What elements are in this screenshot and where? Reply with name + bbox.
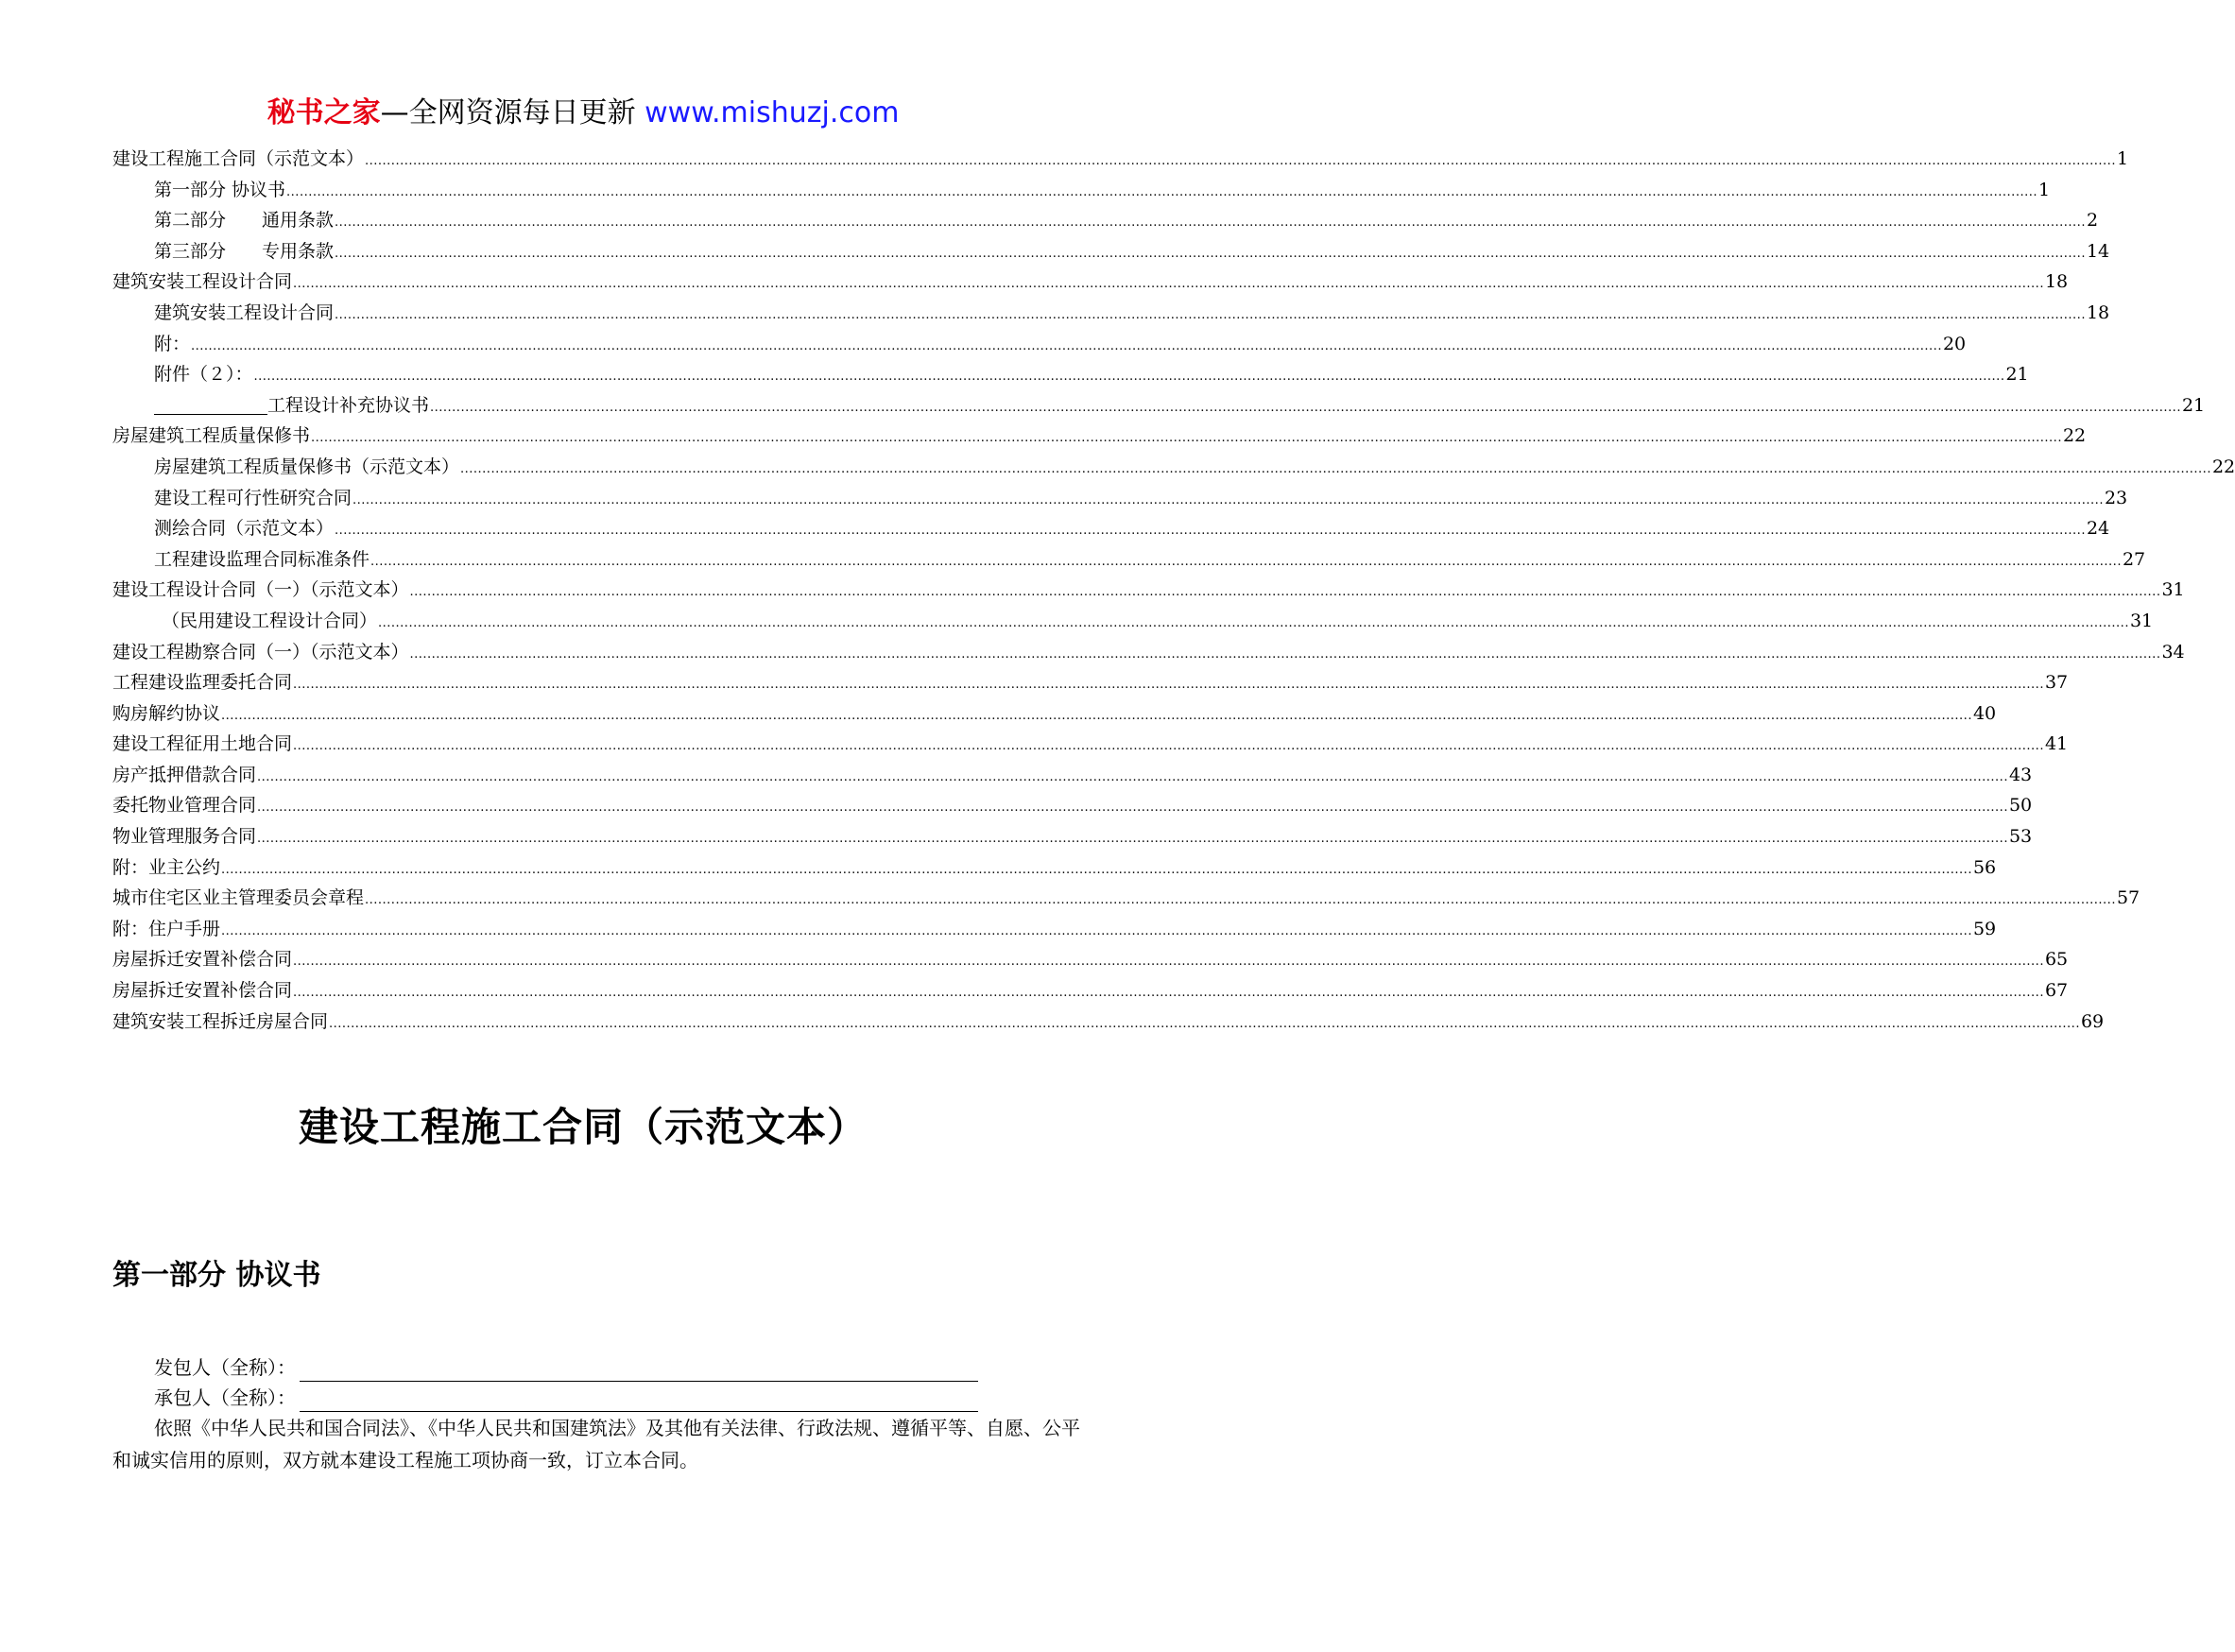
toc-page-number: 27 [2122, 548, 2146, 570]
toc-leader-dots: ................................................................................................................................................................................................................................................................................................................................................................................................................ [257, 800, 2008, 816]
toc-leader-dots: ................................................................................................................................................................................................................................................................................................................................................................................................................ [293, 739, 2044, 754]
toc-leader-dots: ................................................................................................................................................................................................................................................................................................................................................................................................................ [365, 154, 2116, 168]
toc-page-number: 20 [1942, 333, 1967, 354]
toc-entry[interactable] [112, 575, 2185, 606]
toc-leader-dots: ................................................................................................................................................................................................................................................................................................................................................................................................................ [460, 461, 2211, 476]
toc-leader-dots: ................................................................................................................................................................................................................................................................................................................................................................................................................ [370, 554, 2122, 569]
toc-entry[interactable] [112, 359, 2029, 390]
toc-leader-dots: ................................................................................................................................................................................................................................................................................................................................................................................................................ [335, 246, 2086, 261]
toc-entry[interactable] [112, 790, 2033, 821]
toc-entry[interactable] [112, 944, 2069, 975]
toc-page-number: 31 [2129, 610, 2154, 631]
toc-page-number: 56 [1972, 856, 1997, 878]
blank-underline [154, 395, 267, 415]
site-header [0, 95, 1166, 132]
toc-entry-label: （民用建设工程设计合同） [162, 610, 378, 631]
toc-page-number: 18 [2086, 301, 2110, 323]
brand-name: 秘书之家 [266, 96, 381, 129]
toc-page-number: 21 [2181, 394, 2206, 416]
toc-leader-dots: ................................................................................................................................................................................................................................................................................................................................................................................................................ [335, 215, 2086, 231]
toc-page-number: 1 [2037, 179, 2051, 200]
toc-page-number: 43 [2008, 764, 2033, 785]
toc-entry[interactable] [112, 329, 1967, 360]
toc-entry[interactable] [112, 760, 2033, 791]
part-title: 第一部分 协议书 [112, 1259, 321, 1292]
toc-entry-label: 建筑安装工程设计合同 [154, 301, 335, 323]
toc-entry-label: 建设工程设计合同（一）（示范文本） [112, 579, 409, 601]
toc-leader-dots: ................................................................................................................................................................................................................................................................................................................................................................................................................ [430, 400, 2181, 415]
toc-leader-dots: ................................................................................................................................................................................................................................................................................................................................................................................................................ [311, 431, 2062, 446]
toc-leader-dots: ................................................................................................................................................................................................................................................................................................................................................................................................................ [409, 585, 2161, 600]
toc-page-number: 2 [2086, 210, 2099, 232]
toc-entry-label: 工程设计补充协议书 [154, 390, 429, 422]
toc-page-number: 24 [2086, 518, 2110, 540]
toc-leader-dots: ................................................................................................................................................................................................................................................................................................................................................................................................................ [335, 524, 2086, 539]
toc-entry[interactable] [112, 729, 2069, 760]
employer-field [154, 1353, 978, 1382]
toc-entry-label: 委托物业管理合同 [112, 795, 257, 817]
toc-entry-label: 建设工程可行性研究合同 [154, 487, 352, 508]
toc-entry[interactable] [112, 698, 1997, 730]
toc-entry-label: 工程建设监理合同标准条件 [154, 548, 370, 570]
toc-entry-label: 第一部分 协议书 [154, 179, 286, 200]
toc-entry-label: 房产抵押借款合同 [112, 764, 257, 785]
toc-page-number: 14 [2086, 240, 2110, 262]
toc-page-number: 34 [2161, 641, 2185, 663]
toc-entry[interactable] [112, 421, 2087, 452]
toc-entry-label: 第二部分 通用条款 [154, 210, 335, 232]
toc-page-number: 22 [2062, 425, 2087, 447]
toc-page-number: 69 [2080, 1010, 2105, 1032]
toc-entry[interactable] [112, 1007, 2105, 1038]
toc-page-number: 37 [2044, 672, 2069, 694]
toc-page-number: 31 [2161, 579, 2185, 601]
toc-page-number: 21 [2005, 364, 2029, 386]
toc-page-number: 23 [2104, 487, 2128, 508]
toc-entry[interactable] [112, 452, 2235, 483]
toc-page-number: 41 [2044, 733, 2069, 755]
site-url[interactable]: www.mishuzj.com [645, 96, 900, 129]
employer-label: 发包人（全称）： [154, 1356, 296, 1379]
toc-entry-label: 工程建设监理委托合同 [112, 672, 293, 694]
toc-entry[interactable] [112, 667, 2069, 698]
toc-entry-label: 附：住户手册 [112, 918, 221, 939]
agreement-paragraph: 依照《中华人民共和国合同法》、《中华人民共和国建筑法》及其他有关法律、行政法规、遵循平等、自愿、公平和诚实信用的原则，双方就本建设工程施工项协商一致，订立本合同。 [112, 1417, 1080, 1471]
toc-entry[interactable] [112, 883, 2140, 914]
toc-leader-dots: ................................................................................................................................................................................................................................................................................................................................................................................................................ [257, 832, 2008, 847]
toc-page-number: 59 [1972, 918, 1997, 939]
toc-entry-label: 附：业主公约 [112, 856, 221, 878]
toc-entry[interactable] [112, 267, 2069, 298]
toc-page-number: 57 [2116, 887, 2140, 909]
toc-entry[interactable] [112, 144, 2129, 175]
toc-entry-label: 建设工程征用土地合同 [112, 733, 293, 755]
toc-page-number: 53 [2008, 826, 2033, 848]
toc-entry-label: 建设工程勘察合同（一）（示范文本） [112, 641, 409, 663]
toc-leader-dots: ................................................................................................................................................................................................................................................................................................................................................................................................................ [365, 893, 2116, 908]
toc-entry-label: 房屋拆迁安置补偿合同 [112, 980, 293, 1002]
toc-page-number: 65 [2044, 949, 2069, 971]
toc-entry[interactable] [112, 821, 2033, 852]
header-slogan: —全网资源每日更新 [380, 96, 645, 129]
toc-entry-label: 物业管理服务合同 [112, 826, 257, 848]
toc-entry[interactable] [112, 390, 2206, 422]
toc-leader-dots: ................................................................................................................................................................................................................................................................................................................................................................................................................ [293, 277, 2044, 292]
toc-page-number: 22 [2211, 456, 2235, 477]
toc-leader-dots: ................................................................................................................................................................................................................................................................................................................................................................................................................ [293, 955, 2044, 970]
toc-leader-dots: ................................................................................................................................................................................................................................................................................................................................................................................................................ [221, 923, 1972, 938]
employer-blank-line[interactable] [300, 1358, 978, 1382]
toc-page-number: 40 [1972, 702, 1997, 724]
toc-entry-label: 第三部分 专用条款 [154, 240, 335, 262]
toc-entry[interactable] [112, 513, 2110, 544]
toc-page-number: 18 [2044, 271, 2069, 293]
toc-entry[interactable] [112, 236, 2110, 267]
toc-entry-label: 房屋建筑工程质量保修书（示范文本） [154, 456, 460, 477]
toc-leader-dots: ................................................................................................................................................................................................................................................................................................................................................................................................................ [409, 646, 2161, 662]
toc-entry[interactable] [112, 205, 2099, 236]
toc-entry-label: 房屋拆迁安置补偿合同 [112, 949, 293, 971]
toc-entry[interactable] [112, 175, 2051, 206]
toc-entry-label: 建筑安装工程拆迁房屋合同 [112, 1010, 329, 1032]
toc-entry[interactable] [112, 852, 1997, 884]
toc-leader-dots: ................................................................................................................................................................................................................................................................................................................................................................................................................ [253, 370, 2005, 385]
toc-entry[interactable] [112, 637, 2185, 668]
toc-leader-dots: ................................................................................................................................................................................................................................................................................................................................................................................................................ [221, 862, 1972, 877]
toc-leader-dots: ................................................................................................................................................................................................................................................................................................................................................................................................................ [191, 338, 1942, 353]
toc-entry-label: 房屋建筑工程质量保修书 [112, 425, 311, 447]
toc-leader-dots: ................................................................................................................................................................................................................................................................................................................................................................................................................ [378, 615, 2129, 630]
toc-leader-dots: ................................................................................................................................................................................................................................................................................................................................................................................................................ [329, 1016, 2080, 1031]
toc-entry[interactable] [112, 914, 1997, 945]
toc-entry[interactable] [112, 606, 2154, 637]
toc-leader-dots: ................................................................................................................................................................................................................................................................................................................................................................................................................ [352, 492, 2104, 508]
toc-leader-dots: ................................................................................................................................................................................................................................................................................................................................................................................................................ [286, 184, 2037, 199]
toc-entry-label: 附： [154, 333, 191, 354]
toc-leader-dots: ................................................................................................................................................................................................................................................................................................................................................................................................................ [257, 769, 2008, 784]
contractor-field [154, 1384, 978, 1412]
table-of-contents [112, 144, 2235, 1037]
toc-leader-dots: ................................................................................................................................................................................................................................................................................................................................................................................................................ [221, 708, 1972, 723]
toc-leader-dots: ................................................................................................................................................................................................................................................................................................................................................................................................................ [293, 678, 2044, 693]
toc-entry-label: 附件（２）： [154, 364, 253, 386]
toc-entry[interactable] [112, 975, 2069, 1007]
toc-entry[interactable] [112, 298, 2110, 329]
contractor-label: 承包人（全称）： [154, 1386, 296, 1409]
contractor-blank-line[interactable] [300, 1388, 978, 1412]
toc-entry[interactable] [112, 544, 2146, 576]
document-title: 建设工程施工合同（示范文本） [298, 1104, 868, 1150]
toc-page-number: 1 [2116, 148, 2129, 169]
toc-leader-dots: ................................................................................................................................................................................................................................................................................................................................................................................................................ [293, 986, 2044, 1001]
toc-leader-dots: ................................................................................................................................................................................................................................................................................................................................................................................................................ [335, 307, 2086, 322]
toc-entry-label: 城市住宅区业主管理委员会章程 [112, 887, 365, 909]
toc-page-number: 67 [2044, 980, 2069, 1002]
toc-entry-label: 测绘合同（示范文本） [154, 518, 335, 540]
toc-page-number: 50 [2008, 795, 2033, 817]
toc-entry-label: 建筑安装工程设计合同 [112, 271, 293, 293]
toc-entry-label: 建设工程施工合同（示范文本） [112, 148, 365, 169]
toc-entry[interactable] [112, 483, 2128, 514]
toc-entry-label: 购房解约协议 [112, 702, 221, 724]
